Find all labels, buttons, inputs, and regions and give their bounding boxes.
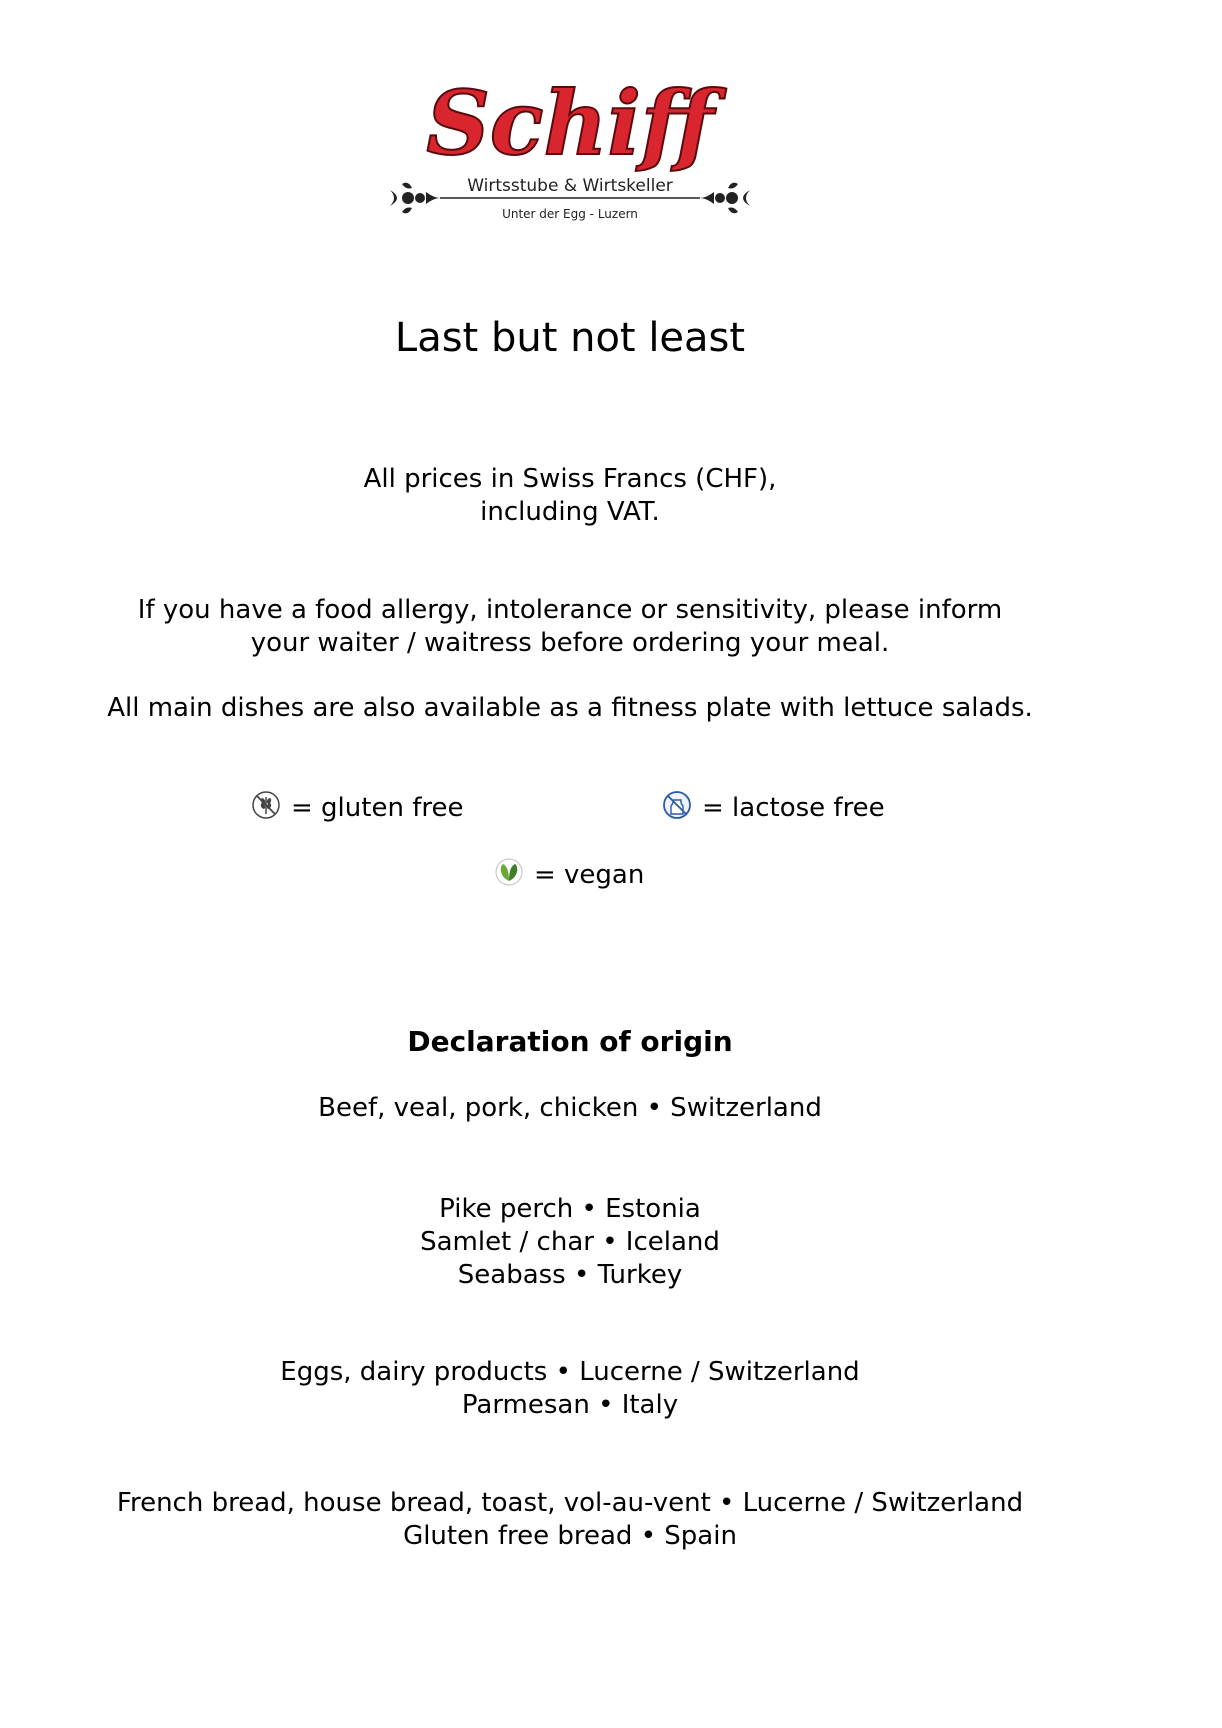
no-wheat-icon [251, 790, 281, 820]
allergy-note-line: your waiter / waitress before ordering your meal. [250, 628, 890, 658]
restaurant-logo [380, 62, 760, 232]
svg-text:Wirtsstube & Wirtskeller: Wirtsstube & Wirtskeller [467, 176, 673, 196]
origin-group [0, 1356, 1140, 1422]
page-title: Last but not least [394, 315, 746, 361]
allergy-note-line: If you have a food allergy, intolerance or sensitivity, please inform [137, 595, 1003, 625]
prices-note [0, 463, 1140, 529]
legend-gluten-free [251, 792, 463, 825]
origin-line: Samlet / char • Iceland [420, 1227, 720, 1257]
svg-text:Schiff: Schiff [426, 71, 714, 175]
origin-line: Parmesan • Italy [461, 1390, 679, 1420]
legend-vegan-label: = vegan [534, 860, 645, 890]
fitness-note: All main dishes are also available as a fitness plate with lettuce salads. [107, 693, 1033, 723]
origin-group [0, 1487, 1140, 1553]
leaf-icon [494, 857, 524, 887]
declaration-heading: Declaration of origin [407, 1025, 733, 1058]
no-milk-icon [662, 790, 692, 820]
legend-vegan [494, 859, 644, 892]
origin-line: French bread, house bread, toast, vol-au-vent • Lucerne / Switzerland [116, 1488, 1024, 1518]
origin-line: Gluten free bread • Spain [403, 1521, 737, 1551]
legend-lactose-free [662, 792, 885, 825]
legend-gluten-label: = gluten free [291, 793, 464, 823]
origin-line: Pike perch • Estonia [439, 1194, 701, 1224]
origin-line: Beef, veal, pork, chicken • Switzerland [318, 1093, 822, 1123]
svg-text:Unter der Egg - Luzern: Unter der Egg - Luzern [502, 207, 638, 221]
prices-note-line: including VAT. [480, 497, 660, 527]
origin-line: Seabass • Turkey [457, 1260, 683, 1290]
legend-lactose-label: = lactose free [702, 793, 885, 823]
prices-note-line: All prices in Swiss Francs (CHF), [363, 464, 777, 494]
origin-line: Eggs, dairy products • Lucerne / Switzerland [280, 1357, 860, 1387]
origin-group [0, 1092, 1140, 1125]
allergy-note [0, 594, 1140, 660]
origin-group [0, 1193, 1140, 1292]
